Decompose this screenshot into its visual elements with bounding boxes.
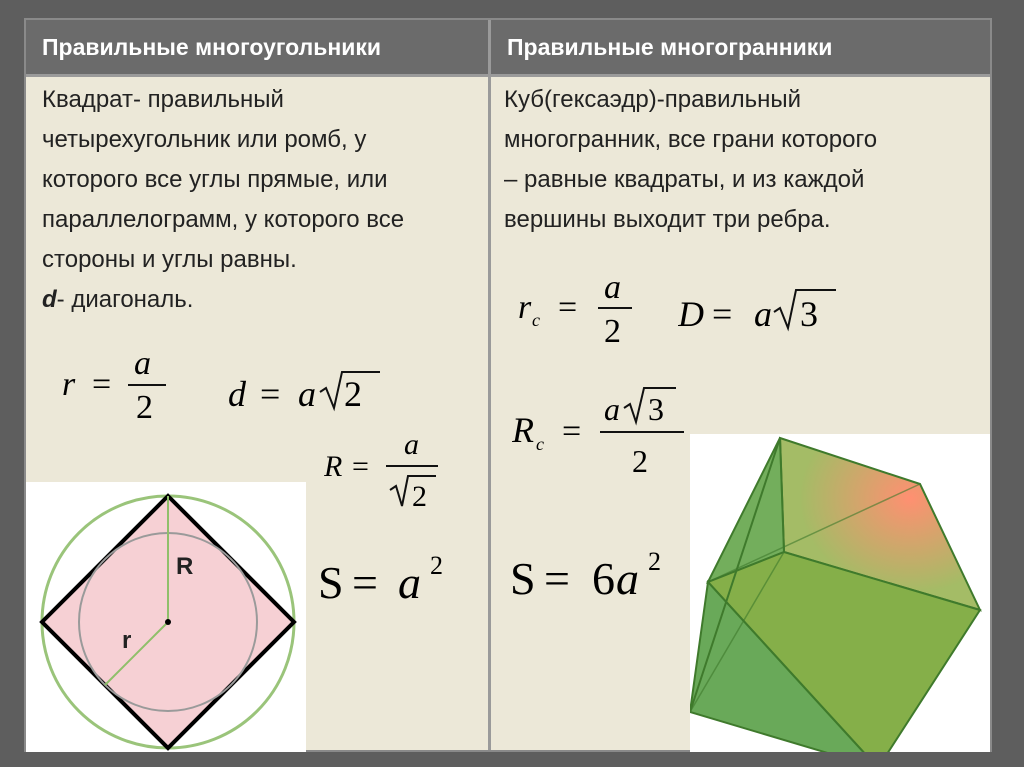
formula-coef: a bbox=[754, 294, 772, 334]
formula-lhs: D bbox=[678, 294, 704, 334]
formula-root: 3 bbox=[648, 391, 664, 427]
header-polygons: Правильные многоугольники bbox=[26, 20, 488, 74]
formula-root: 2 bbox=[344, 374, 362, 414]
cube-figure-panel bbox=[690, 434, 990, 752]
formula-eq: = bbox=[712, 294, 733, 334]
big-radius-label: R bbox=[176, 553, 194, 580]
formula-lhs: r bbox=[62, 366, 76, 403]
square-inscribed-circumscribed-figure bbox=[26, 482, 306, 752]
formula-base: a bbox=[616, 553, 639, 604]
formula-inradius-square bbox=[62, 338, 192, 420]
cube-figure bbox=[690, 434, 990, 752]
formula-num-coef: a bbox=[604, 391, 620, 427]
formula-eq: = bbox=[558, 289, 578, 326]
formula-eq: = bbox=[352, 557, 378, 608]
formula-lhs: d bbox=[228, 374, 246, 414]
column-divider bbox=[488, 20, 491, 750]
left-line: параллелограмм, у которого все bbox=[42, 206, 405, 233]
formula-den: 2 bbox=[632, 443, 648, 479]
formula-inradius-cube bbox=[518, 264, 648, 354]
formula-lhs: R bbox=[512, 410, 534, 450]
formula-eq: = bbox=[352, 450, 369, 483]
formula-eq: = bbox=[260, 374, 281, 414]
formula-den: 2 bbox=[604, 313, 621, 350]
formula-exp: 2 bbox=[430, 551, 443, 580]
right-description bbox=[504, 80, 877, 240]
formula-eq: = bbox=[562, 413, 582, 450]
formula-sub: c bbox=[536, 434, 544, 454]
formula-exp: 2 bbox=[648, 547, 661, 576]
formula-coef: a bbox=[298, 374, 316, 414]
formula-area-square bbox=[318, 544, 468, 614]
formula-num: a bbox=[404, 428, 419, 461]
formula-num: a bbox=[134, 345, 151, 382]
formula-diagonal-cube bbox=[678, 282, 848, 338]
formula-lhs: r bbox=[518, 289, 532, 326]
left-line: стороны и углы равны. bbox=[42, 246, 297, 273]
left-description bbox=[42, 80, 404, 320]
formula-lhs: S bbox=[318, 557, 344, 608]
diagonal-symbol: d bbox=[42, 286, 57, 313]
diagonal-note bbox=[42, 280, 404, 320]
formula-den: 2 bbox=[136, 389, 153, 420]
right-line: многогранник, все грани которого bbox=[504, 126, 878, 153]
formula-circumradius-square bbox=[324, 424, 454, 514]
table-frame bbox=[24, 18, 992, 752]
formula-circumradius-cube bbox=[512, 382, 692, 482]
left-line: Квадрат- правильный bbox=[42, 86, 284, 113]
formula-root: 2 bbox=[412, 480, 427, 513]
center-point bbox=[165, 619, 171, 625]
formula-eq: = bbox=[544, 553, 570, 604]
formula-lhs: R bbox=[324, 450, 343, 483]
small-radius-label: r bbox=[122, 627, 132, 654]
formula-diagonal-square bbox=[228, 366, 398, 416]
right-line: вершины выходит три ребра. bbox=[504, 206, 831, 233]
formula-area-cube bbox=[510, 540, 690, 610]
formula-root: 3 bbox=[800, 294, 818, 334]
right-line: Куб(гексаэдр)-правильный bbox=[504, 86, 801, 113]
left-line: которого все углы прямые, или bbox=[42, 166, 388, 193]
formula-lhs: S bbox=[510, 553, 536, 604]
right-line: – равные квадраты, и из каждой bbox=[504, 166, 865, 193]
left-line: четырехугольник или ромб, у bbox=[42, 126, 367, 153]
header-divider bbox=[26, 74, 990, 77]
formula-base: a bbox=[398, 557, 421, 608]
square-figure-panel bbox=[26, 482, 306, 752]
formula-coef: 6 bbox=[592, 553, 615, 604]
formula-sub: c bbox=[532, 310, 540, 330]
diagonal-text: - диагональ. bbox=[56, 286, 194, 313]
formula-num: a bbox=[604, 269, 621, 306]
formula-eq: = bbox=[92, 366, 112, 403]
header-polyhedra: Правильные многогранники bbox=[491, 20, 990, 74]
